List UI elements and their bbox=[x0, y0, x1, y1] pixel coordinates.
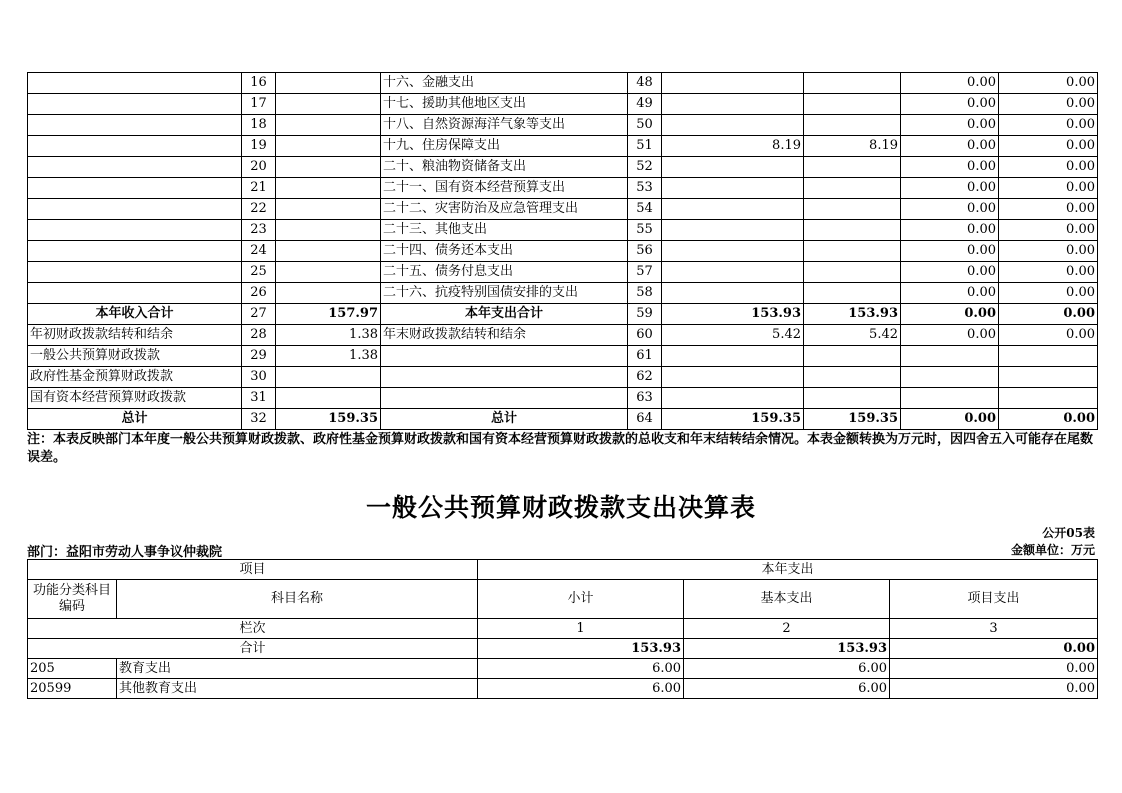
cell-a bbox=[662, 157, 804, 178]
cell-inc-no: 24 bbox=[242, 241, 276, 262]
cell-a: 159.35 bbox=[662, 409, 804, 430]
cell-b bbox=[804, 115, 901, 136]
cell-inc-name bbox=[28, 241, 242, 262]
cell-exp-no: 58 bbox=[628, 283, 662, 304]
header-row-1 bbox=[28, 560, 1098, 580]
cell-inc-name: 总计 bbox=[28, 409, 242, 430]
cell-inc-no: 28 bbox=[242, 325, 276, 346]
cell-d: 0.00 bbox=[999, 73, 1098, 94]
cell-exp-no: 55 bbox=[628, 220, 662, 241]
cell-c: 0.00 bbox=[901, 220, 999, 241]
cell-b bbox=[804, 94, 901, 115]
cell-inc-name bbox=[28, 157, 242, 178]
cell-a bbox=[662, 178, 804, 199]
cell-b: 153.93 bbox=[804, 304, 901, 325]
cell-exp-name: 二十二、灾害防治及应急管理支出 bbox=[381, 199, 628, 220]
cell-c bbox=[901, 367, 999, 388]
cell-name: 其他教育支出 bbox=[117, 679, 478, 699]
cell-inc-no: 17 bbox=[242, 94, 276, 115]
cell-inc-name: 一般公共预算财政拨款 bbox=[28, 346, 242, 367]
cell-project: 0.00 bbox=[890, 679, 1098, 699]
cell-d bbox=[999, 346, 1098, 367]
cell-b bbox=[804, 346, 901, 367]
cell-a: 5.42 bbox=[662, 325, 804, 346]
cell-name: 教育支出 bbox=[117, 659, 478, 679]
cell-inc-amt bbox=[276, 199, 381, 220]
cell-inc-amt bbox=[276, 73, 381, 94]
cell-code: 205 bbox=[28, 659, 117, 679]
cell-inc-name bbox=[28, 199, 242, 220]
cell-inc-name bbox=[28, 220, 242, 241]
total-subtotal: 153.93 bbox=[478, 639, 684, 659]
cell-d bbox=[999, 367, 1098, 388]
cell-c: 0.00 bbox=[901, 73, 999, 94]
cell-inc-amt bbox=[276, 178, 381, 199]
cell-c: 0.00 bbox=[901, 409, 999, 430]
cell-inc-no: 25 bbox=[242, 262, 276, 283]
cell-inc-no: 21 bbox=[242, 178, 276, 199]
cell-b bbox=[804, 262, 901, 283]
table-row bbox=[28, 388, 1098, 409]
header-basic: 基本支出 bbox=[684, 580, 890, 619]
cell-a bbox=[662, 388, 804, 409]
table-row bbox=[28, 241, 1098, 262]
cell-inc-name bbox=[28, 283, 242, 304]
cell-inc-no: 27 bbox=[242, 304, 276, 325]
cell-c: 0.00 bbox=[901, 178, 999, 199]
col-2: 2 bbox=[684, 619, 890, 639]
cell-basic: 6.00 bbox=[684, 679, 890, 699]
cell-a: 8.19 bbox=[662, 136, 804, 157]
cell-inc-name bbox=[28, 115, 242, 136]
table-row bbox=[28, 346, 1098, 367]
cell-exp-name: 本年支出合计 bbox=[381, 304, 628, 325]
cell-inc-no: 29 bbox=[242, 346, 276, 367]
header-project: 项目 bbox=[28, 560, 478, 580]
cell-inc-amt: 159.35 bbox=[276, 409, 381, 430]
cell-inc-amt bbox=[276, 94, 381, 115]
cell-d: 0.00 bbox=[999, 115, 1098, 136]
col-1: 1 bbox=[478, 619, 684, 639]
cell-exp-no: 52 bbox=[628, 157, 662, 178]
cell-b bbox=[804, 220, 901, 241]
cell-c: 0.00 bbox=[901, 325, 999, 346]
cell-exp-name bbox=[381, 346, 628, 367]
cell-c bbox=[901, 388, 999, 409]
table-row bbox=[28, 262, 1098, 283]
table-row bbox=[28, 304, 1098, 325]
cell-basic: 6.00 bbox=[684, 659, 890, 679]
cell-d: 0.00 bbox=[999, 220, 1098, 241]
form-code: 公开05表 bbox=[1042, 526, 1095, 540]
total-label: 合计 bbox=[28, 639, 478, 659]
cell-b bbox=[804, 241, 901, 262]
cell-d: 0.00 bbox=[999, 262, 1098, 283]
table-row bbox=[28, 115, 1098, 136]
column-index-row bbox=[28, 619, 1098, 639]
cell-exp-no: 64 bbox=[628, 409, 662, 430]
table-row bbox=[28, 659, 1098, 679]
table-row bbox=[28, 178, 1098, 199]
cell-exp-name: 二十三、其他支出 bbox=[381, 220, 628, 241]
cell-exp-name: 总计 bbox=[381, 409, 628, 430]
cell-d: 0.00 bbox=[999, 283, 1098, 304]
cell-d: 0.00 bbox=[999, 241, 1098, 262]
total-basic: 153.93 bbox=[684, 639, 890, 659]
cell-c: 0.00 bbox=[901, 115, 999, 136]
cell-inc-no: 16 bbox=[242, 73, 276, 94]
cell-inc-no: 30 bbox=[242, 367, 276, 388]
cell-c: 0.00 bbox=[901, 304, 999, 325]
cell-b bbox=[804, 157, 901, 178]
total-project: 0.00 bbox=[890, 639, 1098, 659]
cell-inc-name: 年初财政拨款结转和结余 bbox=[28, 325, 242, 346]
cell-exp-name: 十八、自然资源海洋气象等支出 bbox=[381, 115, 628, 136]
cell-a bbox=[662, 73, 804, 94]
general-budget-expense-table bbox=[27, 559, 1098, 699]
cell-c: 0.00 bbox=[901, 157, 999, 178]
cell-c bbox=[901, 346, 999, 367]
page-title: 一般公共预算财政拨款支出决算表 bbox=[365, 493, 756, 522]
cell-exp-no: 48 bbox=[628, 73, 662, 94]
table-row bbox=[28, 409, 1098, 430]
table-row bbox=[28, 679, 1098, 699]
cell-exp-no: 56 bbox=[628, 241, 662, 262]
income-expense-table bbox=[27, 72, 1098, 430]
cell-inc-name bbox=[28, 73, 242, 94]
cell-exp-no: 59 bbox=[628, 304, 662, 325]
cell-inc-amt bbox=[276, 157, 381, 178]
cell-inc-name: 本年收入合计 bbox=[28, 304, 242, 325]
cell-inc-amt bbox=[276, 136, 381, 157]
header-subtotal: 小计 bbox=[478, 580, 684, 619]
cell-inc-no: 19 bbox=[242, 136, 276, 157]
cell-inc-amt bbox=[276, 220, 381, 241]
cell-b bbox=[804, 388, 901, 409]
cell-exp-no: 62 bbox=[628, 367, 662, 388]
cell-project: 0.00 bbox=[890, 659, 1098, 679]
cell-exp-no: 50 bbox=[628, 115, 662, 136]
cell-b: 159.35 bbox=[804, 409, 901, 430]
cell-inc-no: 23 bbox=[242, 220, 276, 241]
cell-exp-name bbox=[381, 388, 628, 409]
cell-inc-name bbox=[28, 178, 242, 199]
cell-exp-name: 十六、金融支出 bbox=[381, 73, 628, 94]
cell-inc-amt bbox=[276, 388, 381, 409]
cell-exp-name: 年末财政拨款结转和结余 bbox=[381, 325, 628, 346]
cell-b: 5.42 bbox=[804, 325, 901, 346]
cell-a bbox=[662, 346, 804, 367]
cell-code: 20599 bbox=[28, 679, 117, 699]
cell-d: 0.00 bbox=[999, 157, 1098, 178]
cell-inc-no: 26 bbox=[242, 283, 276, 304]
table-row bbox=[28, 157, 1098, 178]
table-row bbox=[28, 73, 1098, 94]
cell-inc-no: 31 bbox=[242, 388, 276, 409]
table-row bbox=[28, 94, 1098, 115]
cell-b bbox=[804, 283, 901, 304]
cell-c: 0.00 bbox=[901, 199, 999, 220]
cell-a bbox=[662, 199, 804, 220]
cell-exp-no: 53 bbox=[628, 178, 662, 199]
table-row bbox=[28, 199, 1098, 220]
cell-b: 8.19 bbox=[804, 136, 901, 157]
table-row bbox=[28, 283, 1098, 304]
cell-exp-name bbox=[381, 367, 628, 388]
cell-b bbox=[804, 73, 901, 94]
cell-c: 0.00 bbox=[901, 94, 999, 115]
cell-subtotal: 6.00 bbox=[478, 659, 684, 679]
cell-exp-no: 54 bbox=[628, 199, 662, 220]
cell-a bbox=[662, 241, 804, 262]
cell-exp-no: 63 bbox=[628, 388, 662, 409]
cell-inc-amt bbox=[276, 367, 381, 388]
cell-inc-amt bbox=[276, 115, 381, 136]
cell-c: 0.00 bbox=[901, 262, 999, 283]
col-3: 3 bbox=[890, 619, 1098, 639]
cell-inc-name bbox=[28, 94, 242, 115]
cell-exp-name: 二十、粮油物资储备支出 bbox=[381, 157, 628, 178]
cell-exp-no: 51 bbox=[628, 136, 662, 157]
table-note: 注：本表反映部门本年度一般公共预算财政拨款、政府性基金预算财政拨款和国有资本经营预算财政拨款的总收支和年末结转结余情况。本表金额转换为万元时，因四舍五入可能存在尾数误差。 bbox=[27, 432, 1094, 465]
cell-inc-name: 国有资本经营预算财政拨款 bbox=[28, 388, 242, 409]
cell-d: 0.00 bbox=[999, 304, 1098, 325]
cell-a bbox=[662, 115, 804, 136]
cell-inc-no: 18 bbox=[242, 115, 276, 136]
table-row bbox=[28, 367, 1098, 388]
cell-exp-name: 二十四、债务还本支出 bbox=[381, 241, 628, 262]
table-row bbox=[28, 136, 1098, 157]
unit-label: 金额单位：万元 bbox=[1010, 543, 1095, 557]
cell-inc-name: 政府性基金预算财政拨款 bbox=[28, 367, 242, 388]
cell-inc-name bbox=[28, 136, 242, 157]
cell-exp-no: 57 bbox=[628, 262, 662, 283]
cell-inc-amt: 1.38 bbox=[276, 325, 381, 346]
cell-a bbox=[662, 94, 804, 115]
cell-inc-amt: 1.38 bbox=[276, 346, 381, 367]
total-row bbox=[28, 639, 1098, 659]
cell-exp-no: 49 bbox=[628, 94, 662, 115]
cell-b bbox=[804, 178, 901, 199]
header-project-exp: 项目支出 bbox=[890, 580, 1098, 619]
cell-a bbox=[662, 367, 804, 388]
table-row bbox=[28, 325, 1098, 346]
cell-a: 153.93 bbox=[662, 304, 804, 325]
cell-d: 0.00 bbox=[999, 199, 1098, 220]
col-label: 栏次 bbox=[28, 619, 478, 639]
cell-exp-no: 60 bbox=[628, 325, 662, 346]
header-subject-name: 科目名称 bbox=[117, 580, 478, 619]
cell-c: 0.00 bbox=[901, 241, 999, 262]
cell-exp-name: 二十六、抗疫特别国债安排的支出 bbox=[381, 283, 628, 304]
cell-d: 0.00 bbox=[999, 409, 1098, 430]
cell-exp-name: 十七、援助其他地区支出 bbox=[381, 94, 628, 115]
cell-a bbox=[662, 220, 804, 241]
cell-d: 0.00 bbox=[999, 136, 1098, 157]
cell-inc-amt: 157.97 bbox=[276, 304, 381, 325]
department-label: 部门：益阳市劳动人事争议仲裁院 bbox=[27, 545, 223, 560]
cell-b bbox=[804, 367, 901, 388]
cell-exp-name: 十九、住房保障支出 bbox=[381, 136, 628, 157]
cell-c: 0.00 bbox=[901, 283, 999, 304]
cell-c: 0.00 bbox=[901, 136, 999, 157]
cell-b bbox=[804, 199, 901, 220]
cell-inc-amt bbox=[276, 241, 381, 262]
header-row-2 bbox=[28, 580, 1098, 619]
table-row bbox=[28, 220, 1098, 241]
cell-subtotal: 6.00 bbox=[478, 679, 684, 699]
header-year-expense: 本年支出 bbox=[478, 560, 1098, 580]
cell-a bbox=[662, 283, 804, 304]
cell-inc-name bbox=[28, 262, 242, 283]
cell-exp-no: 61 bbox=[628, 346, 662, 367]
cell-a bbox=[662, 262, 804, 283]
cell-inc-amt bbox=[276, 262, 381, 283]
cell-exp-name: 二十五、债务付息支出 bbox=[381, 262, 628, 283]
cell-d bbox=[999, 388, 1098, 409]
cell-exp-name: 二十一、国有资本经营预算支出 bbox=[381, 178, 628, 199]
cell-inc-no: 32 bbox=[242, 409, 276, 430]
cell-inc-amt bbox=[276, 283, 381, 304]
cell-inc-no: 20 bbox=[242, 157, 276, 178]
cell-inc-no: 22 bbox=[242, 199, 276, 220]
cell-d: 0.00 bbox=[999, 325, 1098, 346]
cell-d: 0.00 bbox=[999, 178, 1098, 199]
cell-d: 0.00 bbox=[999, 94, 1098, 115]
header-func-code: 功能分类科目编码 bbox=[28, 580, 117, 619]
